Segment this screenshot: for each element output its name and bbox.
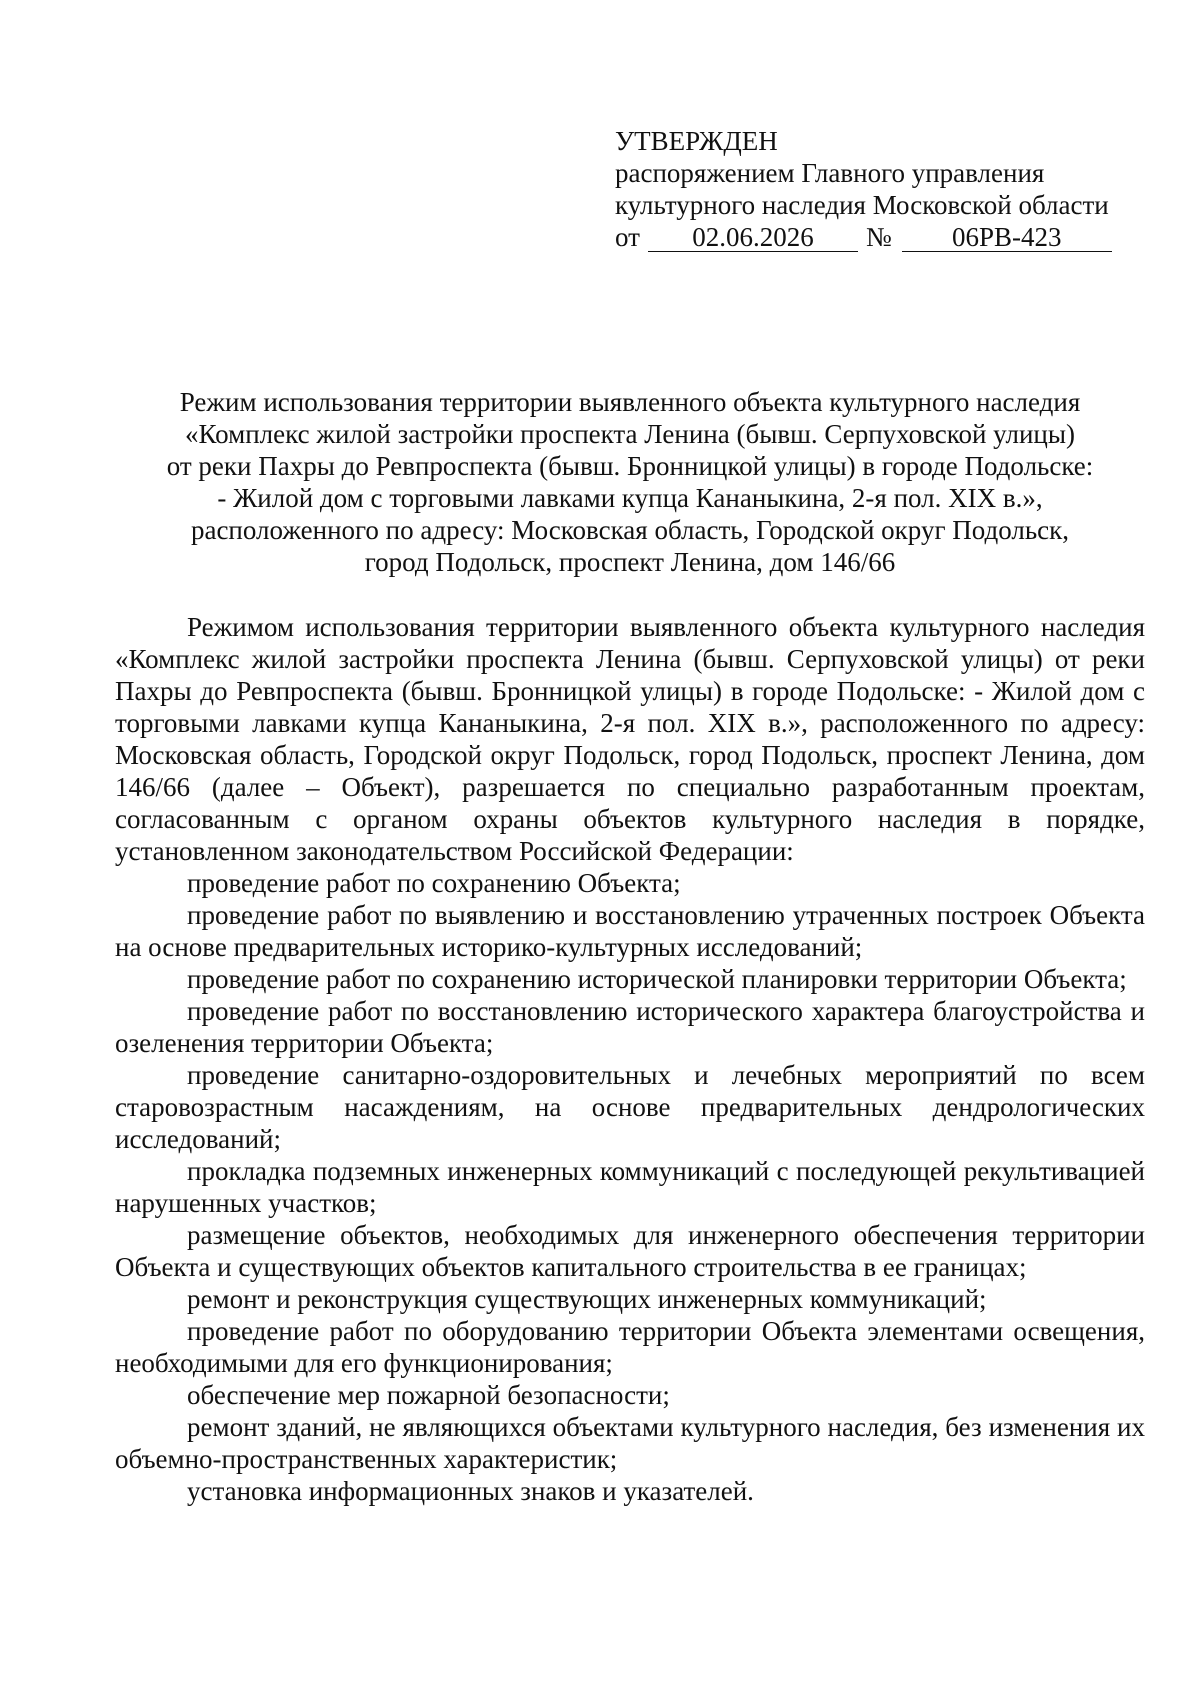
number-sign: №: [865, 222, 892, 252]
approval-number: 06РВ-423: [902, 223, 1112, 252]
approval-stamp: [615, 125, 1135, 253]
approval-line-2: культурного наследия Московской области: [615, 190, 1109, 220]
document-body: [115, 611, 1145, 1507]
document-title: [115, 386, 1145, 578]
list-item: проведение работ по выявлению и восстановлению утраченных построек Объекта на основе предварительных историко-культурных исследований;: [115, 900, 1145, 962]
list-item: проведение санитарно-оздоровительных и лечебных мероприятий по всем старовозрастным насаждениям, на основе предварительных дендрологических исследований;: [115, 1060, 1145, 1154]
list-item: ремонт зданий, не являющихся объектами культурного наследия, без изменения их объемно-пространственных характеристик;: [115, 1412, 1145, 1474]
title-line: расположенного по адресу: Московская область, Городской округ Подольск,: [190, 515, 1070, 545]
title-line: город Подольск, проспект Ленина, дом 146/66: [364, 547, 896, 577]
list-item: обеспечение мер пожарной безопасности;: [187, 1380, 670, 1410]
permitted-works-list: [115, 867, 1145, 1507]
title-line: «Комплекс жилой застройки проспекта Ленина (бывш. Серпуховской улицы): [185, 419, 1075, 449]
list-item: размещение объектов, необходимых для инженерного обеспечения территории Объекта и существующих объектов капитального строительства в ее границах;: [115, 1220, 1145, 1282]
approval-date: 02.06.2026: [648, 223, 858, 252]
list-item: проведение работ по оборудованию территории Объекта элементами освещения, необходимыми для его функционирования;: [115, 1316, 1145, 1378]
list-item: ремонт и реконструкция существующих инженерных коммуникаций;: [187, 1284, 987, 1314]
title-line: - Жилой дом с торговыми лавками купца Кананыкина, 2-я пол. XIX в.»,: [217, 483, 1043, 513]
from-label: от: [615, 222, 640, 252]
title-line: Режим использования территории выявленного объекта культурного наследия: [179, 387, 1081, 417]
intro-paragraph: Режимом использования территории выявленного объекта культурного наследия «Комплекс жилой застройки проспекта Ленина (бывш. Серпуховской улицы) от реки Пахры до Ревпроспекта (бывш. Бронницкой улицы) в городе Подольске: - Жилой дом с торговыми лавками купца Кананыкина, 2-я пол. XIX в.», расположенного по адресу: Московская область, Городской округ Подольск, город Подольск, проспект Ленина, дом 146/66 (далее – Объект), разрешается по специально разработанным проектам, согласованным с органом охраны объектов культурного наследия в порядке, установленном законодательством Российской Федерации:: [115, 612, 1145, 866]
approval-line-1: распоряжением Главного управления: [615, 158, 1045, 188]
list-item: установка информационных знаков и указателей.: [187, 1476, 754, 1506]
approval-date-line: [615, 221, 1135, 253]
list-item: прокладка подземных инженерных коммуникаций с последующей рекультивацией нарушенных участков;: [115, 1156, 1145, 1218]
list-item: проведение работ по восстановлению исторического характера благоустройства и озеленения территории Объекта;: [115, 996, 1145, 1058]
list-item: проведение работ по сохранению исторической планировки территории Объекта;: [187, 964, 1127, 994]
list-item: проведение работ по сохранению Объекта;: [187, 868, 681, 898]
title-line: от реки Пахры до Ревпроспекта (бывш. Бронницкой улицы) в городе Подольске:: [166, 451, 1094, 481]
approval-heading: УТВЕРЖДЕН: [615, 126, 778, 156]
